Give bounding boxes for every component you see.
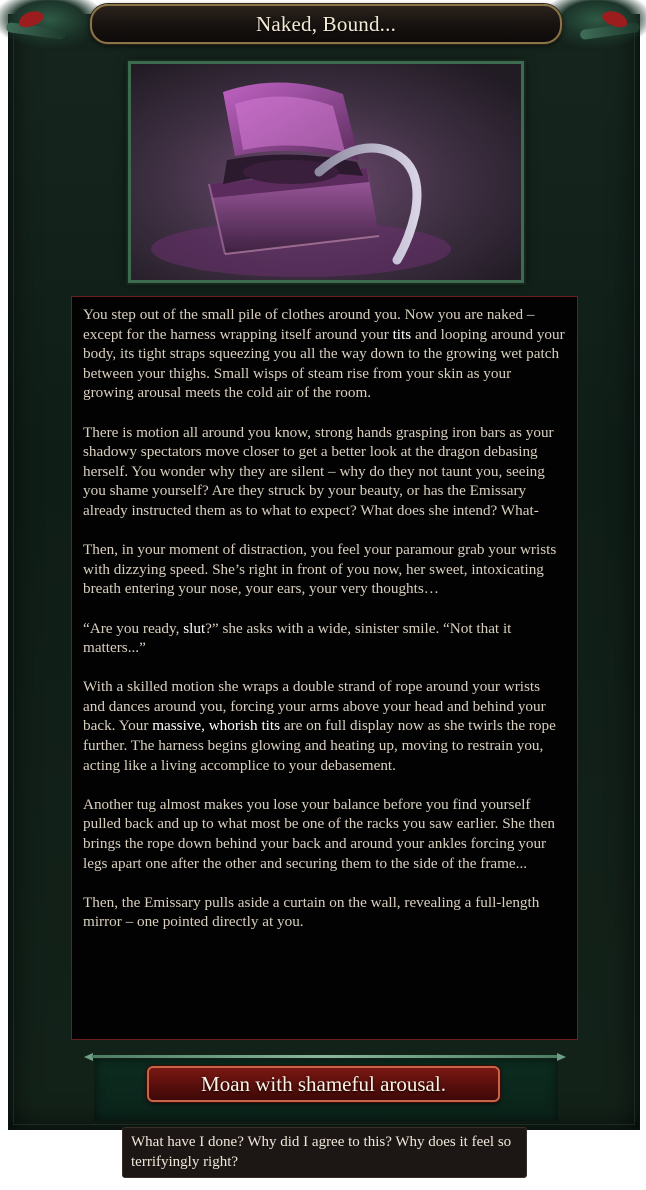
choice-button-moan[interactable]: [147, 1066, 500, 1102]
narrative-text: With a skilled motion she wraps a double strand of rope around your wrists and dances around you, forcing your arms above your head and behind your back. Your: [83, 678, 546, 735]
highlighted-phrase: tits: [392, 325, 412, 343]
dragon-ornament-left-icon: [0, 0, 104, 48]
title-banner: [90, 4, 562, 44]
narrative-paragraph: [83, 893, 565, 932]
narrative-paragraph: [83, 305, 565, 403]
narrative-text: There is motion all around you know, strong hands grasping iron bars as your shadowy spectators move closer to get a better look at the dragon debasing herself. You wonder why they are silent – why do they not taunt you, seeing you shame yourself? Are they struck by your beauty, or has the Emissary already instructed them as to what to expect? What does she intend? What-: [83, 423, 554, 519]
narrative-text: are on full display now as she twirls the rope further. The harness begins glowing and heating up, moving to restrain you, acting like a living accomplice to your debasement.: [83, 717, 556, 774]
open-chest-with-tail-illustration-icon: [131, 64, 521, 280]
choice-button-label: Moan with shameful arousal.: [201, 1071, 446, 1096]
highlighted-phrase: massive, whorish tits: [152, 717, 284, 735]
narrative-text: ?” she asks with a wide, sinister smile. “Not that it matters...”: [83, 619, 512, 657]
narrative-text-panel: [71, 296, 578, 1040]
narrative-paragraph: [83, 423, 565, 521]
highlighted-phrase: slut: [183, 619, 206, 637]
narrative-text: You step out of the small pile of clothes around you. Now you are naked – except for the harness wrapping itself around your: [83, 306, 535, 343]
event-title: Naked, Bound...: [255, 11, 397, 36]
narrative-text: and looping around your body, its tight straps squeezing you all the way down to the growing wet patch between your thighs. Small wisps of steam rise from your skin as your growing arousal meets the cold air of the room.: [83, 325, 565, 402]
narrative-text: Then, in your moment of distraction, you feel your paramour grab your wrists with dizzying speed. She’s right in front of you now, her sweet, intoxicating breath entering your nose, your ears, your very thoughts…: [83, 541, 557, 598]
narrative-text: “Are you ready,: [83, 619, 184, 637]
event-illustration: [128, 61, 524, 283]
narrative-paragraph: [83, 795, 565, 873]
narrative-text: Then, the Emissary pulls aside a curtain on the wall, revealing a full-length mirror – one pointed directly at you.: [83, 893, 540, 931]
tooltip-text: What have I done? Why did I agree to this? Why does it feel so terrifyingly right?: [131, 1134, 512, 1170]
narrative-text: Another tug almost makes you lose your balance before you find yourself pulled back and up to what most be one of the racks you saw earlier. She then brings the rope down behind your back and around your ankles forcing your legs apart one after the other and securing them to the side of the frame...: [83, 795, 555, 872]
choice-rail: [84, 1053, 566, 1061]
narrative-paragraph: [83, 677, 565, 775]
narrative-paragraph: [83, 540, 565, 599]
choice-tooltip: [122, 1127, 527, 1178]
narrative-paragraph: [83, 619, 565, 658]
